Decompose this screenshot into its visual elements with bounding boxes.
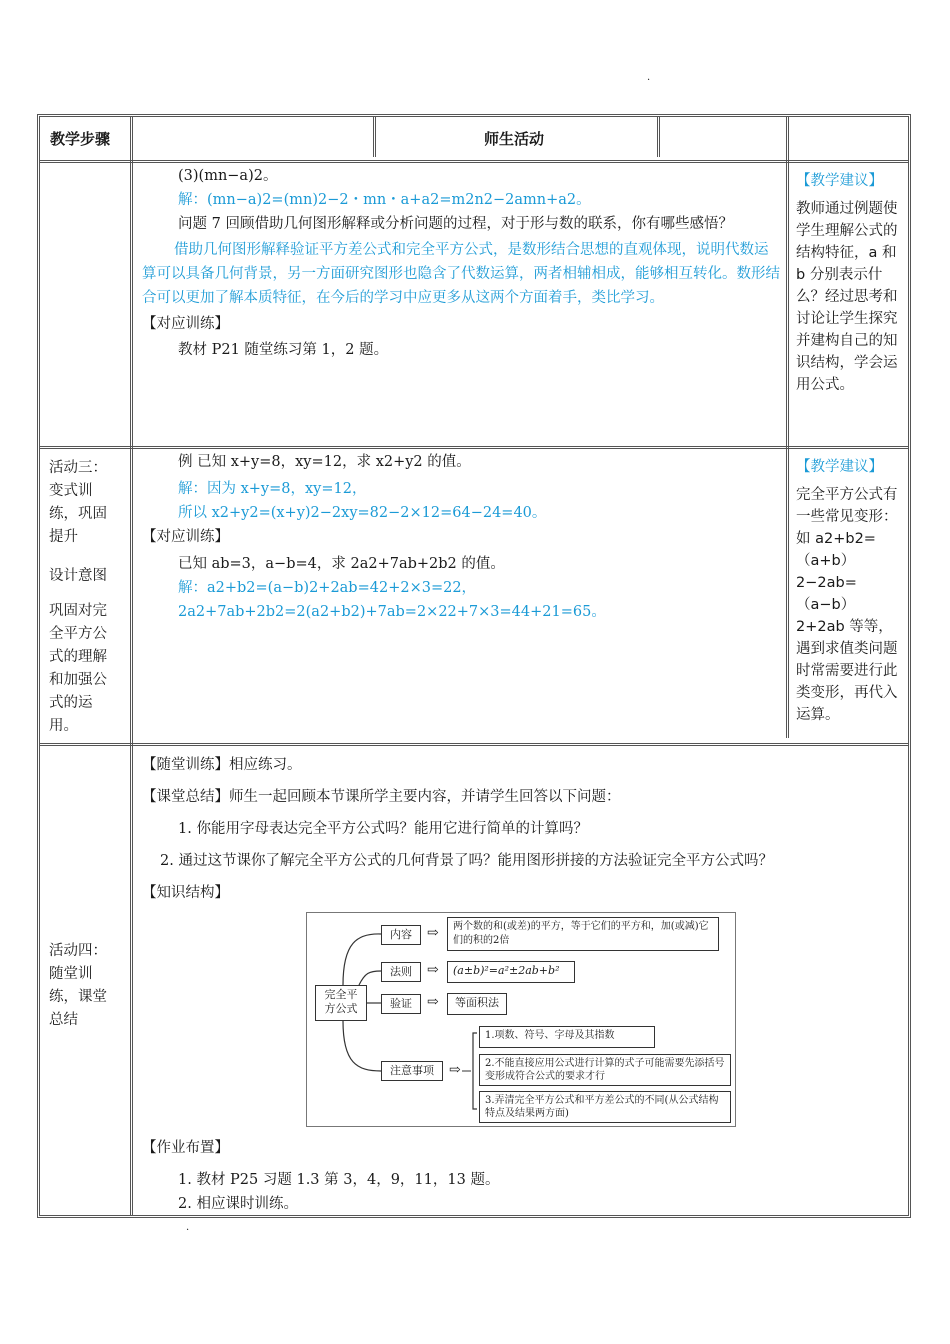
diagram-branch-rule: 法则 bbox=[381, 962, 421, 982]
header-activity: 师生活动 bbox=[484, 130, 545, 148]
homework-1: 1. 教材 P25 习题 1.3 第 3，4，9，11，13 题。 bbox=[178, 1172, 500, 1188]
row1-suggestion bbox=[796, 170, 902, 396]
training-text: 教材 P21 随堂练习第 1，2 题。 bbox=[178, 342, 389, 358]
diagram-detail-proof: 等面积法 bbox=[447, 993, 507, 1015]
arrow-icon: ⇨ bbox=[427, 962, 439, 978]
activity4-title: 活动四：随堂训练，课堂总结 bbox=[49, 943, 107, 1028]
diagram-detail-rule: (a±b)²=a²±2ab+b² bbox=[447, 961, 575, 983]
training-heading-2: 【对应训练】 bbox=[142, 529, 229, 545]
diagram-detail-content: 两个数的和(或差)的平方，等于它们的平方和，加(或减)它们的积的2倍 bbox=[447, 917, 719, 951]
row2-left bbox=[49, 457, 121, 738]
exercise: 已知 ab=3，a−b=4，求 2a2+7ab+2b2 的值。 bbox=[178, 556, 505, 572]
homework-2: 2. 相应课时训练。 bbox=[178, 1196, 298, 1212]
diagram-branch-content: 内容 bbox=[381, 925, 421, 945]
question-7: 问题 7 回顾借助几何图形解释或分析问题的过程，对于形与数的联系，你有哪些感悟？ bbox=[178, 216, 733, 232]
suggestion-text: 教师通过例题使学生理解公式的结构特征，a 和 b 分别表示什么？经过思考和讨论让学生探究并建构自己的知识结构，学会运用公式。 bbox=[796, 201, 898, 393]
activity3-subtitle: 变式训练，巩固提升 bbox=[49, 483, 107, 545]
design-intent-label: 设计意图 bbox=[49, 568, 107, 584]
row-divider bbox=[40, 160, 908, 163]
example-solution-2: 所以 x2+y2=(x+y)2−2xy=82−2×12=64−24=40。 bbox=[178, 505, 547, 521]
summary-q1: 1. 你能用字母表达完全平方公式吗？能用它进行简单的计算吗？ bbox=[178, 821, 588, 837]
row2-suggestion bbox=[796, 456, 902, 726]
suggestion-text-2: 完全平方公式有一些常见变形：如 a2+b2=（a+b）2−2ab=（a−b）2+2ab 等等，遇到求值类问题时常需要进行此类变形，再代入运算。 bbox=[796, 487, 898, 723]
row-divider bbox=[40, 743, 908, 746]
knowledge-structure-heading: 【知识结构】 bbox=[142, 885, 229, 901]
diagram-branch-notes: 注意事项 bbox=[381, 1061, 443, 1081]
example: 例 已知 x+y=8，xy=12，求 x2+y2 的值。 bbox=[178, 454, 471, 470]
col-divider bbox=[130, 117, 133, 1215]
row1-content bbox=[142, 164, 782, 362]
col-divider bbox=[786, 117, 789, 738]
homework-section bbox=[142, 1136, 902, 1216]
header-step: 教学步骤 bbox=[50, 130, 111, 148]
arrow-icon: ⇨ bbox=[427, 925, 439, 941]
diagram-branch-proof: 验证 bbox=[381, 994, 421, 1014]
col-divider bbox=[373, 117, 376, 157]
activity3-title: 活动三： bbox=[49, 460, 107, 476]
solution-3: 解：(mn−a)2=(mn)2−2・mn・a+a2=m2n2−2amn+a2。 bbox=[178, 192, 591, 208]
design-intent-text: 巩固对完全平方公式的理解和加强公式的运用。 bbox=[49, 603, 107, 734]
suggestion-tag-2: 【教学建议】 bbox=[796, 459, 883, 475]
knowledge-structure-diagram bbox=[306, 912, 736, 1127]
stray-dot: . bbox=[186, 1222, 190, 1233]
training-heading: 【对应训练】 bbox=[142, 316, 229, 332]
homework-heading: 【作业布置】 bbox=[142, 1140, 229, 1156]
answer-7: 借助几何图形解释验证平方差公式和完全平方公式，是数形结合思想的直观体现，说明代数运算可以具备几何背景，另一方面研究图形也隐含了代数运算，两者相辅相成，能够相互转化。数形结合可以更加了解本质特征，在今后的学习中应更多从这两个方面着手，类比学习。 bbox=[142, 242, 780, 306]
arrow-icon: ⇨ bbox=[449, 1062, 461, 1078]
problem-3: (3)(mn−a)2。 bbox=[178, 168, 278, 184]
col-divider bbox=[657, 117, 660, 157]
row-divider bbox=[40, 446, 908, 449]
row3-content bbox=[142, 753, 902, 905]
diagram-note-3: 3.弄清完全平方公式和平方差公式的不同(从公式结构特点及结果两方面) bbox=[479, 1091, 731, 1123]
diagram-root: 完全平方公式 bbox=[315, 985, 367, 1021]
row2-content bbox=[142, 450, 782, 624]
exercise-solution-1: 解：a2+b2=(a−b)2+2ab=42+2×3=22， bbox=[178, 580, 477, 596]
example-solution-1: 解：因为 x+y=8，xy=12， bbox=[178, 481, 367, 497]
arrow-icon: ⇨ bbox=[427, 994, 439, 1010]
summary-line: 【课堂总结】师生一起回顾本节课所学主要内容，并请学生回答以下问题： bbox=[142, 789, 621, 805]
exercise-solution-2: 2a2+7ab+2b2=2(a2+b2)+7ab=2×22+7×3=44+21=65。 bbox=[178, 604, 606, 620]
practice-line: 【随堂训练】相应练习。 bbox=[142, 757, 302, 773]
suggestion-tag: 【教学建议】 bbox=[796, 173, 883, 189]
diagram-note-1: 1.项数、符号、字母及其指数 bbox=[479, 1026, 655, 1048]
diagram-note-2: 2.不能直接应用公式进行计算的式子可能需要先添括号变形成符合公式的要求才行 bbox=[479, 1054, 731, 1086]
summary-q2: 2. 通过这节课你了解完全平方公式的几何背景了吗？能用图形拼接的方法验证完全平方公式吗？ bbox=[160, 853, 773, 869]
stray-dot: . bbox=[647, 72, 651, 83]
